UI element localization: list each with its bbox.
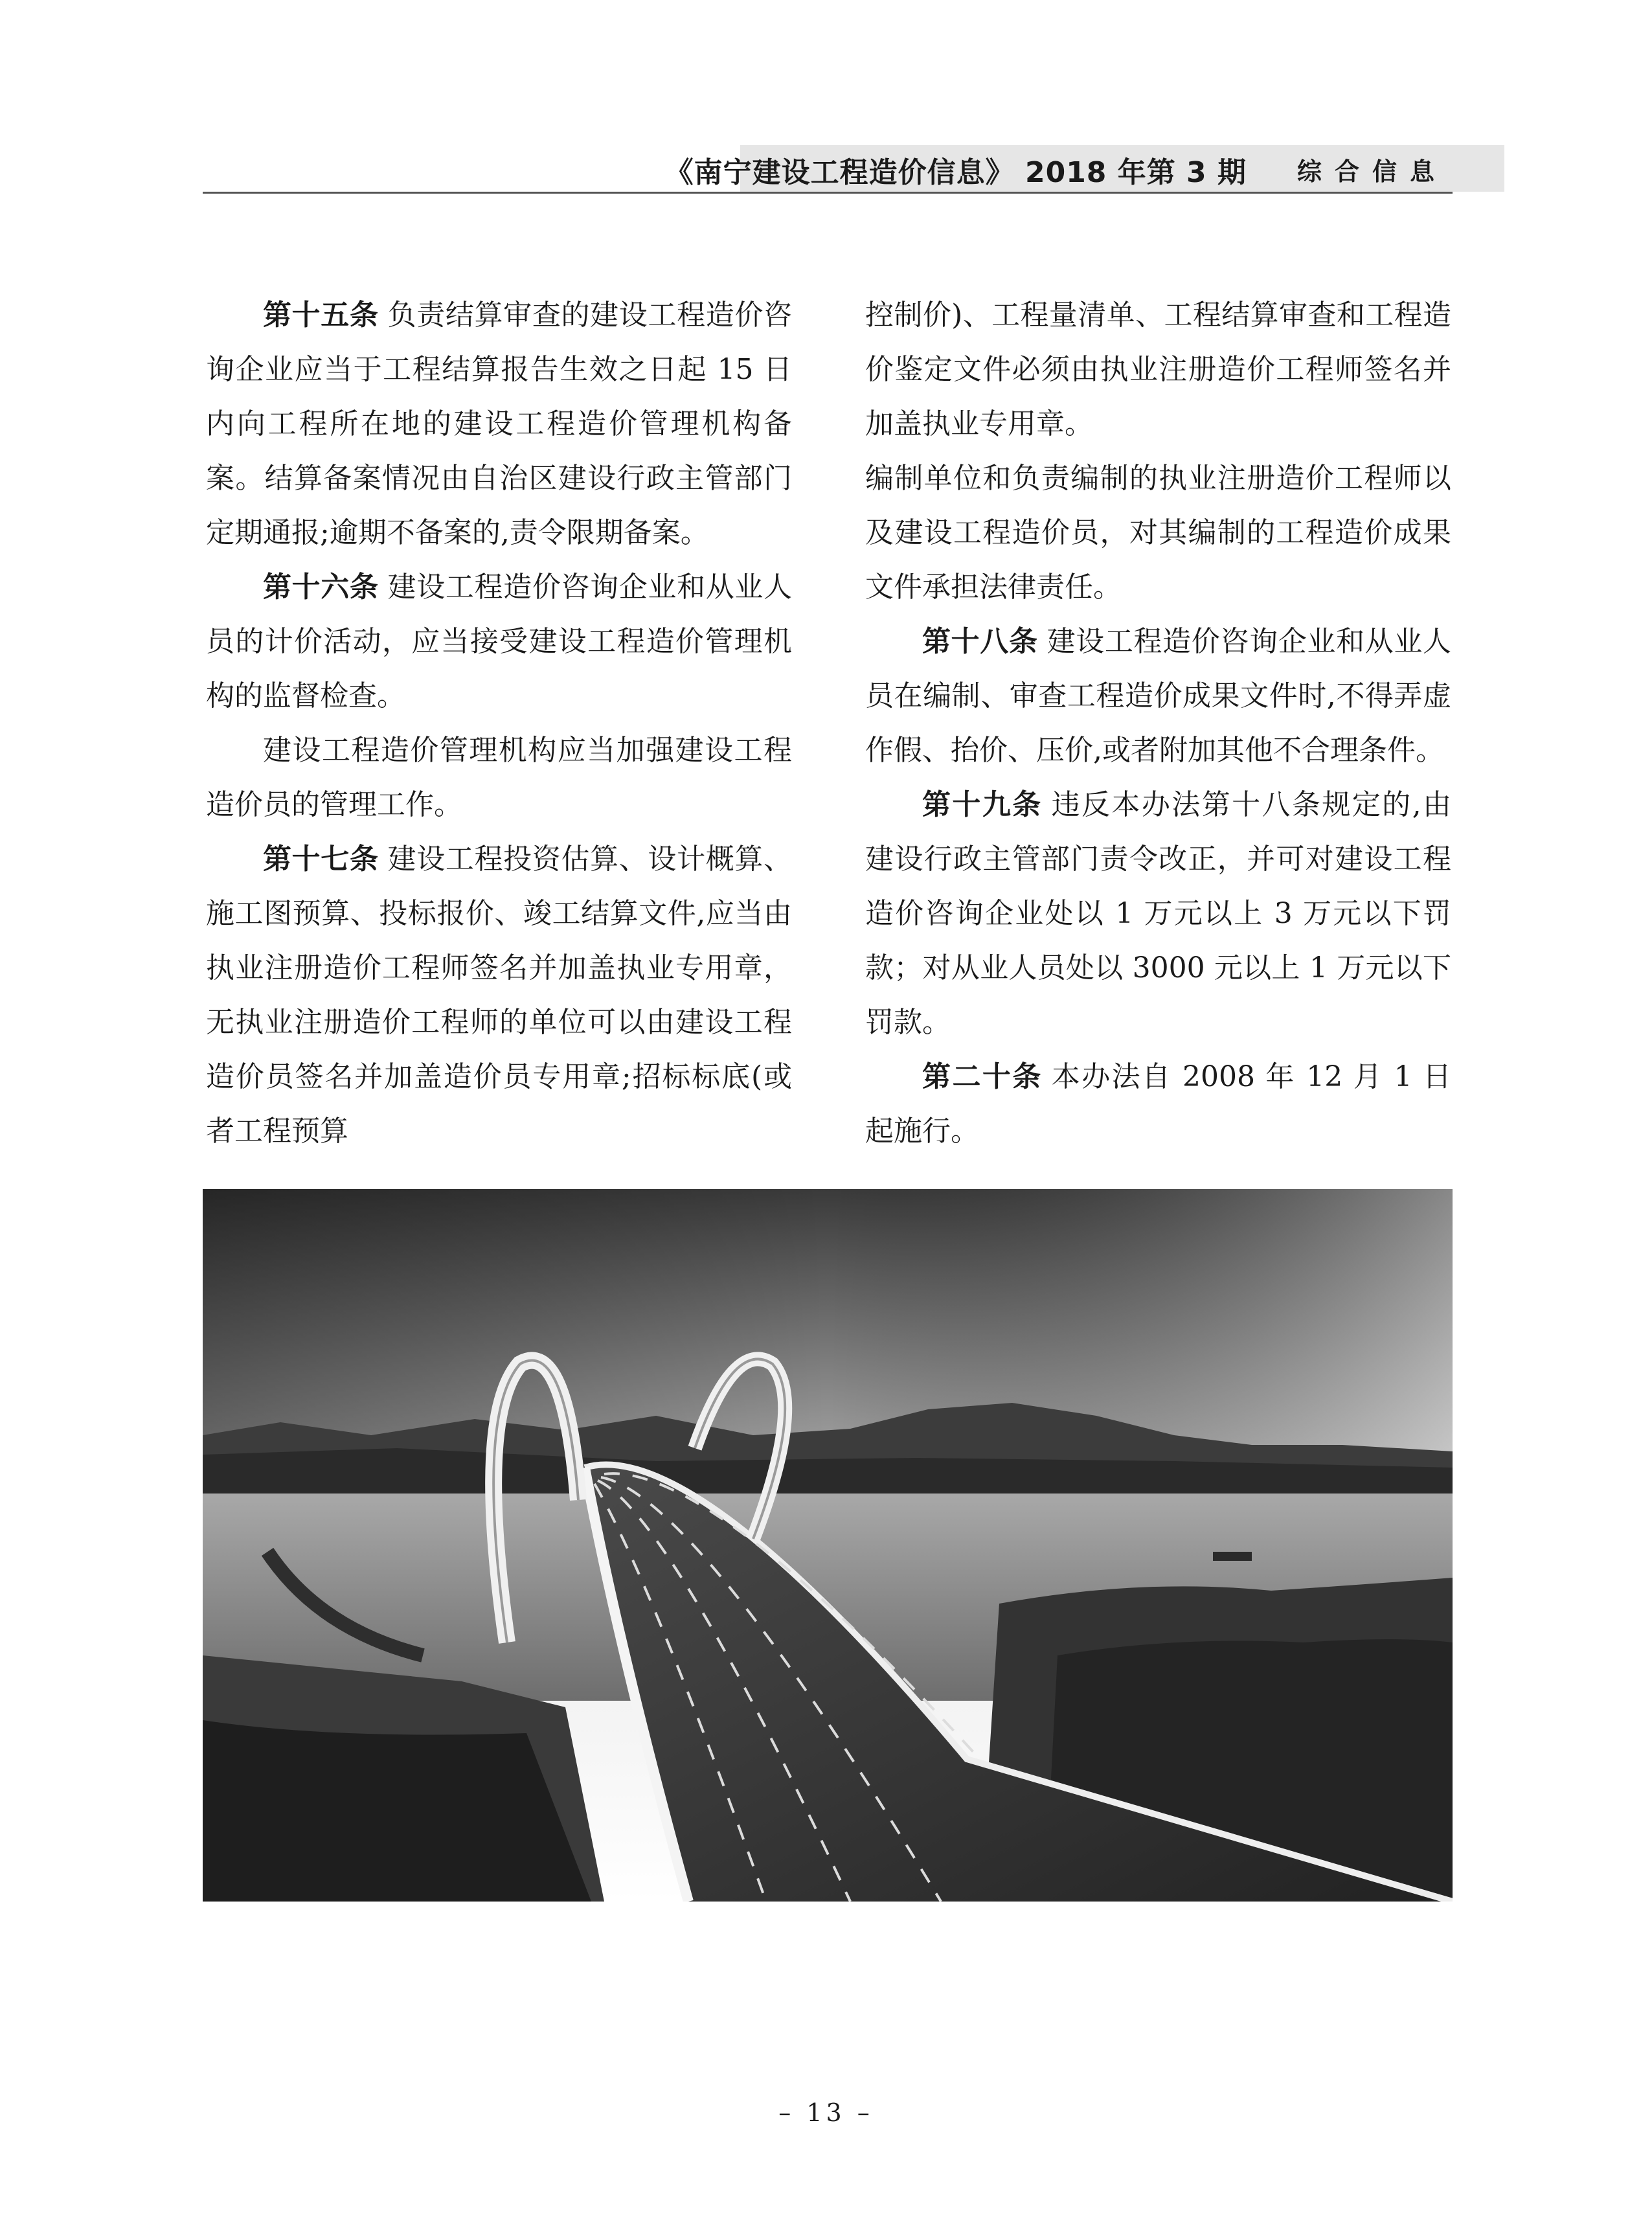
bridge-illustration xyxy=(203,1189,1453,1902)
article-17 xyxy=(206,832,792,1159)
article-18-text: 建设工程造价咨询企业和从业人员在编制、审查工程造价成果文件时,不得弄虚作假、抬价、压价,或者附加其他不合理条件。 xyxy=(865,625,1452,767)
article-20-label: 第二十条 xyxy=(922,1060,1043,1093)
article-15 xyxy=(206,288,792,560)
page-number: – 13 – xyxy=(778,2098,874,2127)
right-column xyxy=(865,288,1451,1159)
sky-shade xyxy=(203,1189,1453,1461)
article-17-paragraph-2: 编制单位和负责编制的执业注册造价工程师以及建设工程造价员，对其编制的工程造价成果文件承担法律责任。 xyxy=(865,462,1451,604)
left-column xyxy=(206,288,792,1159)
boat xyxy=(1213,1552,1252,1561)
article-16-label: 第十六条 xyxy=(263,571,379,604)
journal-title: 《南宁建设工程造价信息》 2018 年第 3 期 xyxy=(664,156,1247,189)
article-16-text: 建设工程造价咨询企业和从业人员的计价活动，应当接受建设工程造价管理机构的监督检查。 xyxy=(206,571,793,712)
article-20-text: 本办法自 2008 年 12 月 1 日起施行。 xyxy=(865,1060,1451,1148)
article-19-text: 违反本办法第十八条规定的,由建设行政主管部门责令改正，并可对建设工程造价咨询企业处以 1 万元以上 3 万元以下罚款；对从业人员处以 3000 元以上 1 万元以下罚款。 xyxy=(865,788,1451,1039)
article-17-text: 建设工程投资估算、设计概算、施工图预算、投标报价、竣工结算文件,应当由执业注册造价工程师签名并加盖执业专用章，无执业注册造价工程师的单位可以由建设工程造价员签名并加盖造价员专用章;招标标底(或者工程预算 xyxy=(206,843,793,1148)
article-15-label: 第十五条 xyxy=(263,299,379,332)
article-16 xyxy=(206,560,792,723)
article-17-label: 第十七条 xyxy=(263,843,379,876)
article-18 xyxy=(865,615,1451,778)
article-20 xyxy=(865,1050,1451,1159)
bridge-photo xyxy=(203,1189,1453,1902)
article-15-text: 负责结算审查的建设工程造价咨询企业应当于工程结算报告生效之日起 15 日内向工程所在地的建设工程造价管理机构备案。结算备案情况由自治区建设行政主管部门定期通报;逾期不备案的,责令限期备案。 xyxy=(206,299,793,549)
section-name: 综合信息 xyxy=(1296,157,1447,186)
running-header xyxy=(203,145,1453,194)
article-16-paragraph-2: 建设工程造价管理机构应当加强建设工程造价员的管理工作。 xyxy=(206,734,792,821)
article-19 xyxy=(865,778,1451,1050)
article-17-continued: 控制价)、工程量清单、工程结算审查和工程造价鉴定文件必须由执业注册造价工程师签名并加盖执业专用章。 xyxy=(865,299,1451,440)
article-18-label: 第十八条 xyxy=(922,625,1038,658)
article-19-label: 第十九条 xyxy=(922,788,1043,821)
